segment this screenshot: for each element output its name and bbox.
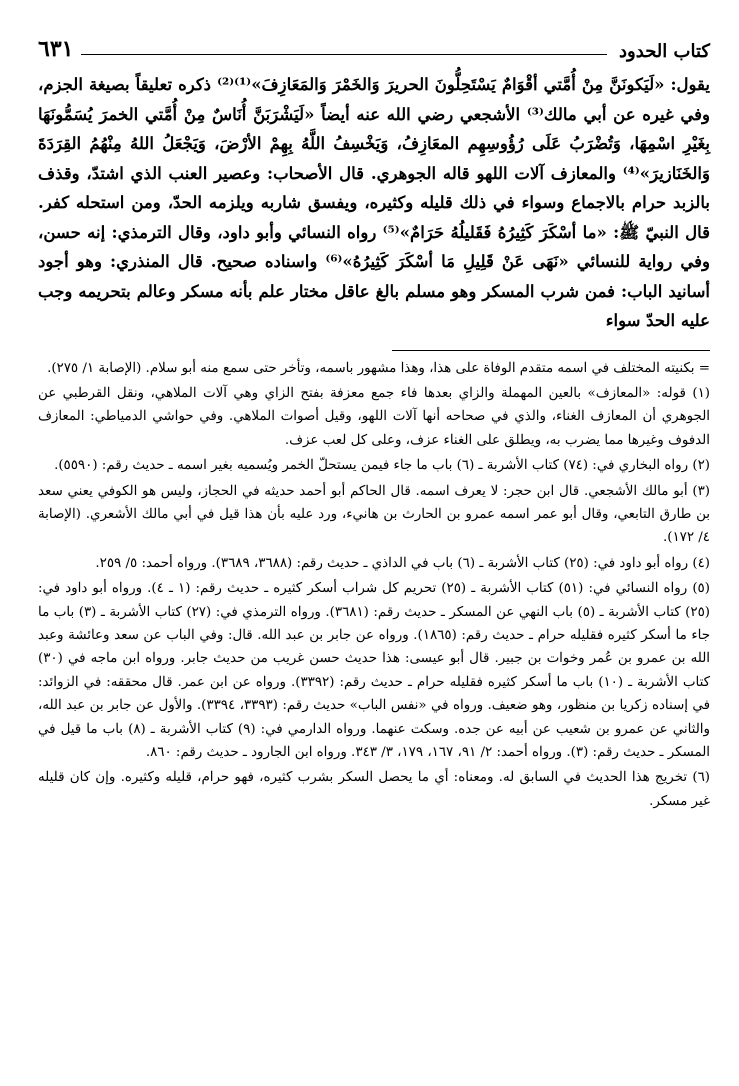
footnote-3: (٣) أبو مالك الأشجعي. قال ابن حجر: لا يعرف اسمه. قال الحاكم أبو أحمد حديثه في الحجاز، وليس هو الكوفي يعني سعد بن طارق التابعي، وقال أبو عمر اسمه عمرو بن الحارث بن هانيء، ورد عليه بأن هذا قيل في أبي مالك الأشعري. (الإصابة ٤/ ١٧٢). [38, 483, 710, 546]
footnote-6: (٦) تخريج هذا الحديث في السابق له. ومعناه: أي ما يحصل السكر بشرب كثيره، فهو حرام، قليله وكثيره. وإن كان قليله غير مسكر. [38, 770, 710, 809]
footnote-continuation: = بكنيته المختلف في اسمه متقدم الوفاة على هذا، وهذا مشهور باسمه، وتأخر حتى سمع منه أبو سلام. (الإصابة ١/ ٢٧٥). [47, 360, 710, 376]
header-rule [81, 54, 607, 55]
footnote-1: (١) قوله: «المعازف» بالعين المهملة والزاي بعدها فاء جمع معزفة بفتح الزاي وهي آلات الملاهي، ونقل القرطبي عن الجوهري أن المعازف الغناء، والذي في صحاحه أنها آلات اللهو، وقيل أصوات الملاهي. وفي حواشي الدمياطي: المعازف الدفوف وغيرها مما يضرب به، ويطلق على الغناء عزف، وعلى كل لعب عزف. [38, 385, 710, 448]
main-paragraph: يقول: «لَيَكونَنَّ مِنْ أُمَّتي أقْوَامٌ يَسْتَحِلُّونَ الحريرَ وَالخَمْرَ وَالمَعَازِفَ»⁽¹⁾⁽²⁾ ذكره تعليقاً بصيغة الجزم، وفي غيره عن أبي مالك⁽³⁾ الأشجعي رضي الله عنه أيضاً «لَيَشْرَبَنَّ أُنَاسٌ مِنْ أُمَّتي الخمرَ يُسَمُّونَهَا بِغَيْرِ اسْمِهَا، وَتُضْرَبُ عَلَى رُؤُوسِهِم المعَازِفُ، وَيَخْسِفُ اللَّهُ بِهِمْ الأرْضَ، وَيَجْعَلُ اللهُ مِنْهُمُ القِرَدَةَ وَالخَنَازيرَ»⁽⁴⁾ والمعازف آلات اللهو قاله الجوهري. قال الأصحاب: وعصير العنب الذي اشتدّ، وقذف بالزبد حرام بالاجماع وسواء في ذلك قليله وكثيره، ويفسق شاربه ويلزمه الحدّ، ومن استحله كفر. قال النبيّ ﷺ: «ما أسْكَرَ كَثِيرُهُ فَقَليلُهُ حَرَامٌ»⁽⁵⁾ رواه النسائي وأبو داود، وقال الترمذي: إنه حسن، وفي رواية للنسائي «نَهَى عَنْ قَلِيلِ مَا أسْكَرَ كَثِيرُهُ»⁽⁶⁾ واسناده صحيح. قال المنذري: وهو أجود أسانيد الباب: فمن شرب المسكر وهو مسلم بالغ عاقل مختار علم بأنه مسكر وعالم بتحريمه وجب عليه الحدّ سواء [38, 75, 711, 330]
footnote-separator [392, 350, 710, 351]
page [38, 28, 710, 815]
main-text [38, 70, 710, 336]
page-header [38, 28, 710, 62]
footnote-5: (٥) رواه النسائي في: (٥١) كتاب الأشربة ـ (٢٥) تحريم كل شراب أسكر كثيره ـ حديث رقم: (١ ـ ٤). ورواه أبو داود في: (٢٥) كتاب الأشربة ـ (٥) باب النهي عن المسكر ـ حديث رقم: (٣٦٨١). ورواه الترمذي في: (٢٧) كتاب الأشربة ـ (٣) باب ما جاء ما أسكر كثيره فقليله حرام ـ حديث رقم: (١٨٦٥). ورواه عن جابر بن عبد الله. قال: وفي الباب عن سعد وعائشة وعبد الله بن عمرو بن عُمر وخوات بن جبير. قال أبو عيسى: هذا حديث حسن غريب من حديث جابر. ورواه ابن ماجه في (٣٠) كتاب الأشربة ـ (١٠) باب ما أسكر كثيره فقليله حرام ـ حديث رقم: (٣٣٩٢). ورواه عن ابن عمر. قال محققه: في الزوائد: في إسناده زكريا بن منظور، وهو ضعيف. ورواه في «نفس الباب» حديث رقم: (٣٣٩٣، ٣٣٩٤). والأول عن جابر بن عبد الله، والثاني عن عمرو بن شعيب عن أبيه عن جده. وسكت عنهما. ورواه الدارمي في: (٩) كتاب الأشربة ـ (٨) باب ما قيل في المسكر ـ حديث رقم: (٣). ورواه أحمد: ٢/ ٩١، ١٦٧، ١٧٩، ٣/ ٣٤٣. ورواه ابن الجارود ـ حديث رقم: ٨٦٠. [38, 581, 711, 760]
footnote-4: (٤) رواه أبو داود في: (٢٥) كتاب الأشربة ـ (٦) باب في الداذي ـ حديث رقم: (٣٦٨٨، ٣٦٨٩). ورواه أحمد: ٥/ ٢٥٩. [95, 555, 710, 571]
running-title: كتاب الحدود [619, 41, 710, 62]
footnote-2: (٢) رواه البخاري في: (٧٤) كتاب الأشربة ـ (٦) باب ما جاء فيمن يستحلّ الخمر ويُسميه بغير اسمه ـ حديث رقم: (٥٥٩٠). [54, 458, 710, 474]
footnotes [38, 357, 710, 814]
page-number: ٦٣١ [38, 36, 74, 62]
